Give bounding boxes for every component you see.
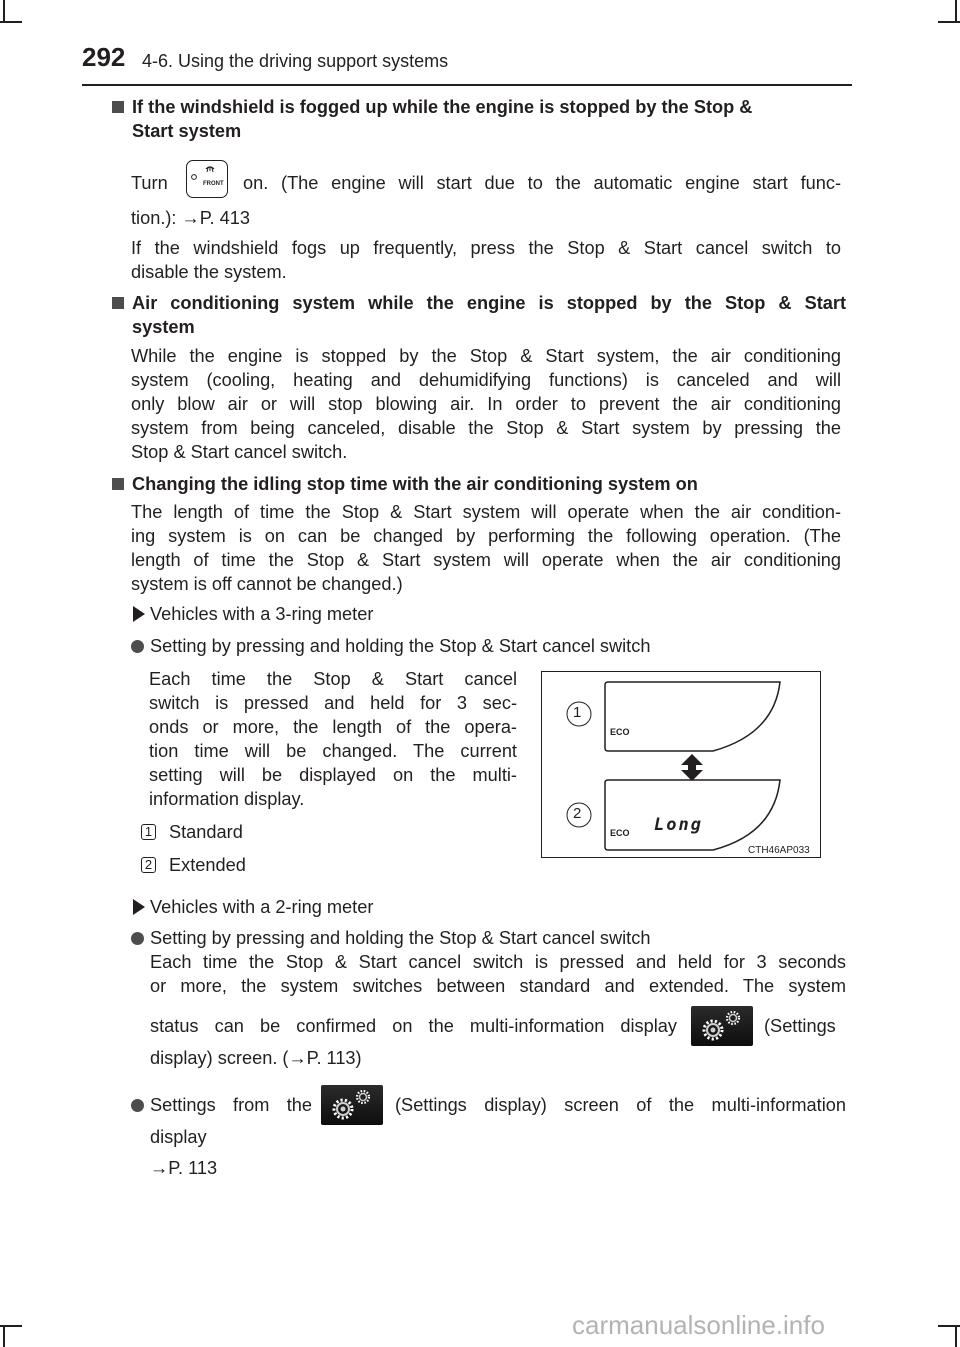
bullet-dot bbox=[131, 640, 144, 653]
eco-indicator: ECO bbox=[610, 727, 630, 737]
bullet-text: (Settings display) screen of the multi-information bbox=[395, 1095, 846, 1115]
section-heading: system bbox=[132, 317, 195, 337]
settings-gear-icon bbox=[321, 1085, 383, 1125]
body-text: tion time will be changed. The current bbox=[149, 741, 517, 761]
body-text: tion.): →P. 413 bbox=[131, 208, 250, 228]
body-text: onds or more, the length of the opera- bbox=[149, 717, 517, 737]
item-label: Extended bbox=[169, 855, 246, 875]
body-text: on. (The engine will start due to the automatic engine start func- bbox=[243, 173, 841, 193]
body-text: system (cooling, heating and dehumidifying functions) is canceled and will bbox=[131, 370, 841, 390]
body-text: ing system is on can be changed by performing the following operation. (The bbox=[131, 526, 841, 546]
section-heading: Start system bbox=[132, 121, 242, 141]
crop-mark bbox=[0, 21, 22, 23]
body-text: status can be confirmed on the multi-information display bbox=[150, 1016, 677, 1036]
body-text: length of time the Stop & Start system will operate when the air conditioning bbox=[131, 550, 841, 570]
body-text: setting will be displayed on the multi- bbox=[149, 765, 517, 785]
section-heading: If the windshield is fogged up while the engine is stopped by the Stop & bbox=[132, 97, 753, 117]
body-text: display) screen. (→P. 113) bbox=[150, 1048, 362, 1068]
crop-mark bbox=[938, 1325, 960, 1327]
body-text: disable the system. bbox=[131, 262, 287, 282]
body-text: The length of time the Stop & Start system will operate when the air condition- bbox=[131, 502, 841, 522]
body-text: information display. bbox=[149, 789, 305, 809]
body-text: system is off cannot be changed.) bbox=[131, 574, 403, 594]
crop-mark bbox=[955, 0, 957, 22]
arrow-right-icon bbox=[133, 899, 145, 915]
meter-display-figure bbox=[541, 671, 821, 858]
body-text: or more, the system switches between standard and extended. The system bbox=[150, 976, 846, 996]
subsection-label: Vehicles with a 2-ring meter bbox=[150, 897, 374, 917]
body-text: Turn bbox=[131, 173, 168, 193]
crop-mark bbox=[3, 0, 5, 22]
front-defroster-icon bbox=[186, 160, 228, 198]
section-title: 4-6. Using the driving support systems bbox=[142, 51, 449, 71]
settings-gear-icon bbox=[691, 1006, 753, 1046]
bullet-text: Setting by pressing and holding the Stop & Start cancel switch bbox=[150, 636, 651, 656]
figure-label-1: 1 bbox=[573, 704, 582, 721]
section-marker bbox=[112, 297, 124, 309]
figure-label-2: 2 bbox=[573, 805, 582, 822]
section-heading: Air conditioning system while the engine is stopped by the Stop & Start bbox=[132, 293, 846, 313]
body-text: switch is pressed and held for 3 sec- bbox=[149, 693, 517, 713]
page-number: 292 bbox=[82, 42, 126, 72]
item-number: 2 bbox=[141, 857, 156, 873]
header-rule bbox=[82, 84, 852, 86]
body-text: only blow air or will stop blowing air. In order to prevent the air conditioning bbox=[131, 394, 841, 414]
body-text: If the windshield fogs up frequently, press the Stop & Start cancel switch to bbox=[131, 238, 841, 258]
svg-text:FRONT: FRONT bbox=[203, 181, 224, 187]
section-marker bbox=[112, 478, 124, 490]
crop-mark bbox=[955, 1325, 957, 1347]
body-text: system from being canceled, disable the Stop & Start system by pressing the bbox=[131, 418, 841, 438]
bullet-dot bbox=[131, 932, 144, 945]
crop-mark bbox=[938, 21, 960, 23]
bullet-text: Setting by pressing and holding the Stop & Start cancel switch bbox=[150, 928, 651, 948]
bullet-text: display bbox=[150, 1127, 207, 1147]
section-marker bbox=[112, 101, 124, 113]
body-text: (Settings bbox=[764, 1016, 836, 1036]
watermark: carmanualsonline.info bbox=[572, 1310, 825, 1340]
item-label: Standard bbox=[169, 822, 243, 842]
body-text: While the engine is stopped by the Stop & Start system, the air conditioning bbox=[131, 346, 841, 366]
crop-mark bbox=[3, 1325, 5, 1347]
bullet-text: Settings from the bbox=[150, 1095, 312, 1115]
figure-code: CTH46AP033 bbox=[748, 845, 810, 856]
item-number: 1 bbox=[141, 824, 156, 840]
arrow-right-icon bbox=[133, 606, 145, 622]
section-heading: Changing the idling stop time with the air conditioning system on bbox=[132, 474, 698, 494]
body-text: Stop & Start cancel switch. bbox=[131, 442, 348, 462]
subsection-label: Vehicles with a 3-ring meter bbox=[150, 604, 374, 624]
eco-indicator: ECO bbox=[610, 828, 630, 838]
body-text: Each time the Stop & Start cancel switch is pressed and held for 3 seconds bbox=[150, 952, 846, 972]
long-setting-display: Long bbox=[654, 815, 703, 835]
bullet-dot bbox=[131, 1099, 144, 1112]
page-reference: →P. 113 bbox=[150, 1158, 218, 1178]
body-text: Each time the Stop & Start cancel bbox=[149, 669, 517, 689]
crop-mark bbox=[0, 1325, 22, 1327]
